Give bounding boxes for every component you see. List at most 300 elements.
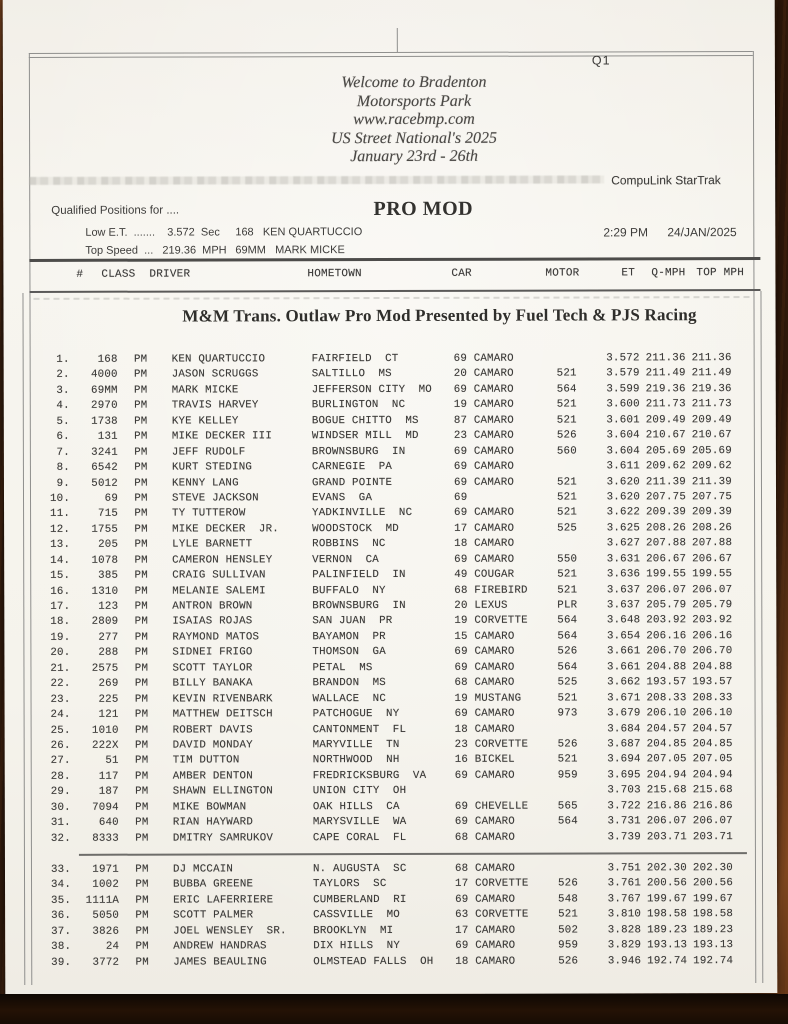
cell-motor: 973	[557, 707, 578, 720]
cell-et: 3.751	[607, 862, 641, 875]
cell-motor: 521	[558, 908, 579, 921]
cell-motor: 564	[556, 383, 577, 396]
cell-position: 26.	[50, 739, 71, 752]
cell-et: 3.662	[607, 676, 641, 689]
cell-et: 3.631	[606, 553, 641, 566]
cell-position: 3.	[56, 384, 70, 397]
cell-et: 3.622	[606, 506, 641, 519]
cell-car: 63 CORVETTE	[455, 908, 529, 922]
cell-et: 3.661	[607, 661, 641, 674]
cell-motor: 564	[557, 614, 578, 627]
col-header-driver: DRIVER	[149, 268, 191, 281]
cell-hometown: BUFFALO NY	[312, 584, 386, 597]
cell-position: 7.	[56, 446, 70, 459]
cell-class: PM	[134, 523, 148, 536]
cell-driver: TRAVIS HARVEY	[171, 399, 259, 412]
cell-et: 3.671	[607, 691, 641, 705]
cell-et: 3.695	[607, 769, 641, 782]
cell-topmph: 189.23	[693, 923, 734, 936]
cell-qmph: 198.58	[647, 908, 688, 921]
cell-hometown: BURLINGTON NC	[311, 399, 406, 412]
cell-position: 9.	[56, 477, 70, 490]
cell-motor	[543, 830, 593, 846]
col-header-car: CAR	[451, 267, 472, 280]
cell-et: 3.604	[606, 444, 640, 458]
cell-car-number: 6542	[91, 461, 118, 474]
cell-class: PM	[135, 816, 149, 829]
cell-car-number: 117	[98, 770, 119, 783]
cell-et: 3.722	[607, 800, 641, 813]
cell-et: 3.661	[606, 645, 641, 658]
cell-et: 3.731	[607, 815, 641, 828]
cell-car: 69	[453, 491, 468, 504]
cell-topmph: 206.07	[692, 815, 733, 828]
cell-qmph: 205.69	[645, 444, 686, 457]
cell-car: 69 CAMARO	[454, 645, 515, 659]
cell-position: 25.	[50, 724, 71, 737]
cell-position: 19.	[50, 631, 71, 644]
col-header-class: CLASS	[101, 268, 136, 281]
cell-qmph: 199.55	[646, 568, 687, 581]
cell-position: 24.	[50, 708, 71, 721]
cell-car-number: 1002	[92, 879, 120, 892]
cell-position: 28.	[50, 770, 71, 783]
cell-car-number: 1078	[91, 554, 119, 567]
cell-class: PM	[134, 415, 148, 428]
cell-motor: 521	[556, 491, 578, 504]
cell-car-number: 121	[98, 708, 119, 721]
cell-car: 15 CAMARO	[454, 630, 515, 643]
cell-position: 23.	[50, 693, 71, 706]
cell-car-number: 2575	[91, 662, 119, 675]
cell-hometown: CARNEGIE PA	[311, 461, 393, 474]
cell-et: 3.637	[606, 599, 641, 612]
cell-motor	[543, 861, 593, 877]
cell-hometown: N. AUGUSTA SC	[312, 862, 407, 876]
cell-topmph: 204.88	[692, 660, 733, 673]
cell-topmph: 203.71	[692, 830, 733, 843]
welcome-line-3: www.racebmp.com	[353, 110, 475, 129]
cell-hometown: YADKINVILLE NC	[312, 507, 413, 520]
cell-class: PM	[133, 353, 148, 366]
cell-position: 11.	[49, 508, 71, 521]
cell-car: 69 CAMARO	[454, 553, 515, 566]
cell-class: PM	[135, 956, 149, 969]
cell-driver: KEN QUARTUCCIO	[171, 353, 266, 366]
cell-position: 6.	[56, 431, 70, 444]
cell-topmph: 206.70	[692, 645, 733, 658]
cell-driver: JAMES BEAULING	[173, 955, 267, 969]
cell-et: 3.627	[606, 537, 641, 550]
cell-position: 8.	[56, 461, 70, 474]
cell-hometown: CANTONMENT FL	[312, 723, 407, 736]
cell-driver: DJ MCCAIN	[172, 863, 234, 876]
cell-position: 36.	[51, 910, 72, 923]
cell-topmph: 210.67	[691, 429, 732, 442]
cell-position: 5.	[56, 415, 70, 428]
cell-class: PM	[134, 461, 148, 474]
cell-qmph: 200.56	[646, 877, 688, 890]
cell-topmph: 207.75	[691, 491, 733, 504]
cell-motor: 526	[558, 955, 579, 968]
cell-hometown: CASSVILLE MO	[313, 909, 400, 922]
cell-et: 3.637	[606, 583, 641, 596]
cell-class: PM	[134, 755, 149, 768]
cell-motor: 525	[557, 676, 578, 689]
low-et-holder: 168 KEN QUARTUCCIO	[235, 226, 363, 239]
cell-driver: MIKE DECKER III	[171, 430, 273, 443]
cell-topmph: 206.10	[692, 707, 733, 720]
top-speed-holder: 69MM MARK MICKE	[235, 244, 345, 257]
cell-motor	[543, 784, 593, 800]
cell-position: 13.	[50, 539, 71, 552]
cell-position: 18.	[50, 616, 71, 629]
cell-car: 87 CAMARO	[453, 414, 514, 427]
cell-car-number: 1111A	[85, 894, 120, 907]
cell-car: 69 CAMARO	[454, 507, 515, 520]
cell-hometown: VERNON CA	[312, 553, 379, 566]
cell-topmph: 193.13	[693, 939, 734, 952]
cell-hometown: BROOKLYN MI	[313, 924, 394, 937]
cell-car-number: 1971	[92, 863, 120, 876]
cell-qmph: 207.05	[646, 753, 687, 766]
cell-driver: LYLE BARNETT	[172, 538, 253, 551]
cell-motor: 521	[556, 367, 577, 381]
cell-qmph: 193.13	[647, 939, 688, 952]
cell-motor: 564	[557, 630, 578, 643]
cell-car: 49 COUGAR	[454, 568, 515, 581]
cell-position: 14.	[50, 554, 71, 567]
cell-driver: CAMERON HENSLEY	[172, 553, 273, 567]
cell-qmph: 210.67	[645, 429, 686, 442]
cell-topmph: 205.69	[691, 444, 732, 457]
cell-car: 18 CAMARO	[454, 537, 515, 551]
cell-class: PM	[134, 724, 149, 737]
column-header-underline	[29, 289, 760, 293]
cell-car: 69 CAMARO	[454, 661, 515, 674]
cell-motor: 521	[556, 476, 578, 489]
cell-et: 3.946	[607, 954, 642, 968]
cell-car: 69 CAMARO	[453, 383, 514, 396]
cell-car-number: 225	[98, 693, 119, 706]
cell-class: PM	[135, 894, 149, 907]
cell-driver: SHAWN ELLINGTON	[172, 785, 274, 798]
cell-et: 3.810	[607, 908, 642, 921]
cell-et: 3.679	[607, 707, 641, 720]
cell-class: PM	[135, 940, 149, 953]
cell-topmph: 192.74	[693, 954, 734, 967]
column-header-smudge-line	[33, 296, 753, 300]
col-header-et: ET	[621, 267, 636, 280]
cell-hometown: NORTHWOOD NH	[312, 754, 400, 767]
cell-class: PM	[134, 600, 148, 613]
cell-topmph: 205.79	[692, 599, 733, 612]
cell-car-number: 69	[104, 492, 119, 505]
cell-class: PM	[135, 925, 149, 938]
cell-qmph: 206.07	[646, 815, 687, 828]
cell-motor	[542, 351, 592, 367]
cell-motor: 565	[557, 800, 578, 813]
cell-driver: BUBBA GREENE	[173, 878, 254, 892]
table-edge-wood	[0, 994, 788, 1024]
cell-car: 20 CAMARO	[453, 368, 514, 381]
cell-hometown: EVANS GA	[311, 491, 373, 505]
cell-car-number: 2970	[91, 400, 118, 413]
cell-class: PM	[134, 384, 148, 397]
cell-car: 18 CAMARO	[455, 955, 516, 968]
cell-topmph: 211.73	[691, 398, 732, 411]
cell-qmph: 216.86	[646, 799, 687, 813]
cell-hometown: WALLACE NC	[312, 692, 387, 705]
cell-car: 69 CHEVELLE	[454, 800, 529, 813]
cell-car-number: 8333	[92, 832, 119, 845]
cell-class: PM	[134, 708, 149, 721]
cell-car-number: 123	[98, 600, 119, 613]
cell-class: PM	[134, 399, 148, 412]
faded-separator-band	[29, 175, 604, 185]
cell-motor: 521	[557, 584, 578, 597]
cell-class: PM	[134, 739, 149, 752]
cell-et: 3.829	[607, 939, 642, 952]
cell-position: 12.	[50, 523, 71, 536]
cell-position: 1.	[56, 353, 70, 366]
cell-position: 38.	[51, 941, 72, 954]
cell-class: PM	[135, 879, 149, 892]
cell-car-number: 1738	[91, 415, 118, 428]
cell-et: 3.654	[606, 630, 641, 643]
cell-class: PM	[134, 646, 149, 659]
cell-class: PM	[134, 693, 149, 706]
cell-topmph: 208.33	[692, 691, 733, 704]
cell-driver: ISAIAS ROJAS	[172, 615, 253, 629]
cell-car-number: 1010	[91, 724, 119, 737]
cell-car-number: 168	[97, 353, 118, 366]
cell-et: 3.761	[607, 877, 642, 890]
cell-position: 29.	[50, 786, 71, 799]
cell-topmph: 208.26	[691, 521, 733, 535]
cell-car: 19 CORVETTE	[454, 615, 528, 628]
cell-car-number: 640	[98, 816, 119, 829]
cell-motor	[542, 460, 592, 476]
cell-car-number: 131	[97, 430, 118, 443]
cell-driver: MIKE DECKER JR.	[172, 523, 279, 536]
cell-qmph: 189.23	[647, 923, 688, 937]
cell-qmph: 204.94	[646, 769, 687, 782]
cell-car: 17 CAMARO	[454, 522, 515, 535]
cell-qmph: 206.70	[646, 645, 687, 658]
cell-class: PM	[134, 569, 148, 582]
cell-class: PM	[134, 508, 148, 521]
top-border-line	[29, 51, 753, 54]
cell-car-number: 288	[98, 647, 119, 660]
cell-car: 68 FIREBIRD	[454, 584, 528, 597]
cell-qmph: 199.67	[646, 893, 688, 906]
cell-hometown: FAIRFIELD CT	[311, 352, 399, 366]
print-date: 24/JAN/2025	[667, 225, 737, 240]
cell-driver: JOEL WENSLEY SR.	[173, 925, 287, 938]
cell-car: 18 CAMARO	[454, 723, 515, 736]
cell-et: 3.601	[606, 414, 640, 427]
cell-motor: 521	[556, 414, 577, 427]
cell-hometown: PETAL MS	[312, 661, 373, 674]
cell-hometown: OAK HILLS CA	[312, 800, 400, 813]
cell-position: 37.	[51, 925, 72, 938]
cell-car: 17 CORVETTE	[455, 878, 529, 891]
cell-class: PM	[134, 677, 149, 690]
cell-hometown: MARYSVILLE WA	[312, 816, 407, 829]
timing-system-brand: CompuLink StarTrak	[611, 173, 721, 188]
session-label: Q1	[591, 53, 611, 68]
cell-car-number: 277	[98, 631, 119, 644]
header-divider-thick	[29, 257, 760, 262]
cell-hometown: UNION CITY OH	[312, 785, 407, 798]
col-header-motor: MOTOR	[545, 267, 580, 280]
cell-car-number: 1310	[91, 585, 119, 598]
cell-car: 16 BICKEL	[454, 754, 515, 767]
cell-qmph: 193.57	[646, 676, 687, 689]
cell-hometown: CAPE CORAL FL	[312, 831, 407, 844]
cell-car-number: 269	[98, 677, 119, 690]
cell-driver: MARK MICKE	[171, 384, 239, 397]
cell-et: 3.636	[606, 568, 641, 581]
cell-motor: 560	[556, 445, 577, 458]
cell-qmph: 202.30	[646, 862, 687, 875]
cell-car	[447, 784, 543, 800]
cell-et: 3.684	[607, 722, 641, 735]
welcome-header	[289, 74, 539, 167]
cell-driver: AMBER DENTON	[172, 770, 253, 783]
col-header-position: #	[76, 268, 84, 281]
cell-position: 2.	[56, 369, 70, 382]
cell-et: 3.620	[606, 491, 641, 504]
welcome-line-1: Welcome to Bradenton	[341, 73, 487, 92]
cell-driver: ANTRON BROWN	[172, 600, 253, 613]
cell-driver: DMITRY SAMRUKOV	[172, 831, 274, 845]
cell-topmph: 200.56	[692, 877, 734, 890]
cell-class: PM	[134, 616, 149, 629]
cell-qmph: 206.16	[646, 630, 687, 643]
cell-class: PM	[134, 554, 148, 567]
cell-driver: JEFF RUDOLF	[171, 446, 246, 459]
cell-topmph: 219.36	[691, 382, 732, 396]
cell-hometown: BROWNSBURG IN	[311, 445, 406, 458]
cell-driver: JASON SCRUGGS	[171, 368, 259, 382]
cell-car-number: 51	[105, 755, 119, 768]
cell-class: PM	[135, 863, 149, 876]
col-header-qmph: Q-MPH	[651, 267, 686, 280]
cell-driver: RIAN HAYWARD	[172, 816, 254, 829]
cell-qmph: 211.49	[645, 367, 686, 380]
qualified-positions-label: Qualified Positions for ....	[51, 204, 180, 217]
cell-motor: 521	[557, 692, 578, 705]
welcome-line-4: US Street National's 2025	[331, 129, 498, 147]
cell-topmph: 204.57	[692, 722, 733, 735]
top-speed-line: Top Speed ... 219.36 MPH	[85, 244, 227, 257]
cell-et: 3.579	[606, 367, 640, 380]
cell-car: 23 CAMARO	[453, 429, 514, 443]
cell-topmph: 207.05	[692, 753, 733, 766]
cell-hometown: BOGUE CHITTO MS	[311, 414, 419, 427]
cell-qmph: 219.36	[645, 383, 686, 396]
cell-position: 22.	[50, 678, 71, 691]
cell-driver: STEVE JACKSON	[171, 492, 259, 505]
cell-et: 3.739	[607, 830, 641, 843]
cell-class: PM	[135, 832, 149, 845]
cell-qmph: 207.75	[645, 491, 687, 504]
cell-position: 27.	[50, 755, 71, 768]
cell-topmph: 211.39	[691, 475, 732, 488]
cell-driver: ERIC LAFERRIERE	[173, 894, 274, 907]
cell-hometown: BRANDON MS	[312, 677, 386, 690]
event-title: M&M Trans. Outlaw Pro Mod Presented by Fuel Tech & PJS Racing	[182, 305, 697, 326]
cell-position: 30.	[50, 801, 71, 814]
cell-et: 3.599	[606, 383, 640, 396]
cell-topmph: 198.58	[693, 908, 734, 921]
cell-class: PM	[134, 662, 149, 675]
cell-class: PM	[134, 430, 148, 443]
cell-motor: 959	[558, 939, 579, 952]
cell-car: 69 CAMARO	[455, 939, 516, 953]
print-time: 2:29 PM	[603, 225, 649, 240]
cell-et: 3.572	[606, 352, 640, 365]
cell-motor: 521	[557, 506, 578, 519]
cell-et: 3.828	[607, 924, 642, 937]
cell-qmph: 209.39	[645, 506, 687, 519]
cell-car-number: 187	[98, 785, 119, 799]
cell-topmph: 206.16	[692, 629, 733, 643]
cell-position: 39.	[51, 956, 72, 969]
cell-driver: KEVIN RIVENBARK	[172, 692, 273, 706]
cell-car: 23 CORVETTE	[454, 738, 529, 751]
cell-class: PM	[133, 369, 148, 382]
cell-hometown: SALTILLO MS	[311, 368, 392, 381]
low-et-line: Low E.T. ....... 3.572 Sec	[85, 226, 220, 239]
cell-hometown: FREDRICKSBURG VA	[312, 769, 427, 783]
cell-topmph: 206.07	[692, 583, 733, 596]
cell-car: 20 LEXUS	[454, 599, 508, 612]
cell-hometown: MARYVILLE TN	[312, 738, 400, 752]
cell-et: 3.611	[606, 460, 640, 473]
cell-hometown: SAN JUAN PR	[312, 615, 393, 628]
cell-hometown: BAYAMON PR	[312, 630, 386, 644]
cell-hometown: WINDSER MILL MD	[311, 430, 419, 443]
cell-topmph: 211.36	[691, 352, 732, 365]
cell-car-number: 5050	[92, 910, 120, 923]
cell-et: 3.694	[607, 753, 641, 766]
cell-qmph: 209.62	[645, 460, 686, 473]
cell-driver: ANDREW HANDRAS	[173, 940, 267, 953]
cell-hometown: PATCHOGUE NY	[312, 708, 400, 721]
cell-motor: 526	[557, 645, 578, 658]
cell-qmph: 192.74	[647, 954, 688, 967]
cell-qmph: 207.88	[646, 537, 687, 550]
qualifying-bump-gap	[31, 845, 762, 863]
cell-driver: TIM DUTTON	[172, 754, 240, 767]
cell-qmph: 205.79	[646, 599, 687, 612]
cell-topmph: 204.85	[692, 738, 733, 751]
cell-qmph: 206.07	[646, 583, 687, 596]
cell-car-number: 5012	[91, 477, 118, 490]
cell-motor: 521	[557, 753, 578, 766]
cell-driver: SIDNEI FRIGO	[172, 646, 253, 659]
cell-qmph: 204.85	[646, 738, 687, 751]
cell-position: 4.	[56, 400, 70, 413]
cell-hometown: BROWNSBURG IN	[312, 599, 406, 613]
cell-class: PM	[135, 770, 149, 783]
cell-topmph: 204.94	[692, 768, 733, 782]
cell-driver: DAVID MONDAY	[172, 739, 253, 752]
cell-motor	[543, 722, 593, 738]
